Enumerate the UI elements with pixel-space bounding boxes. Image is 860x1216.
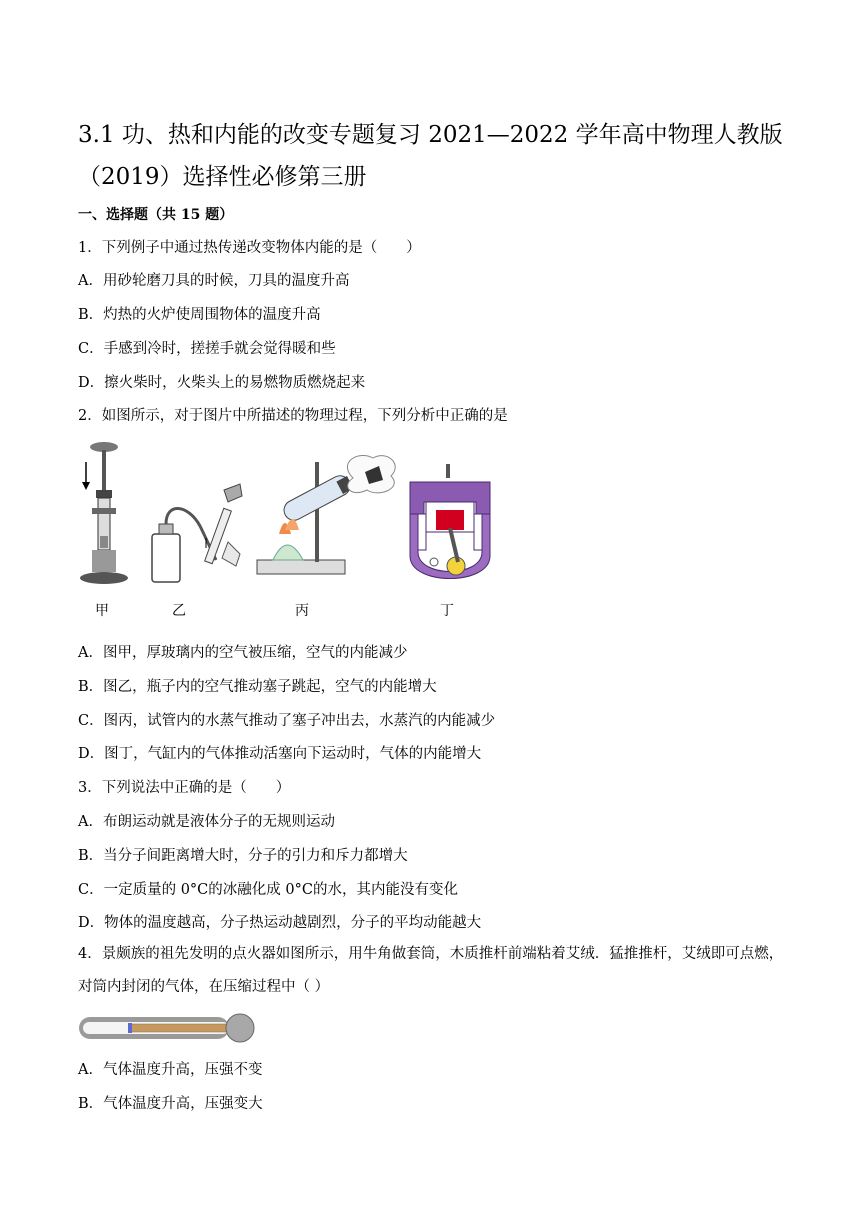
question-1-option-b: B．灼热的火炉使周围物体的温度升高 [78, 307, 321, 323]
question-3-option-a: A．布朗运动就是液体分子的无规则运动 [78, 814, 335, 830]
section-heading: 一、选择题（共 15 题） [78, 207, 234, 223]
test-tube-steam-figure [255, 452, 400, 582]
question-1-option-c: C．手感到冷时，搓搓手就会觉得暖和些 [78, 341, 336, 357]
question-2-option-a: A．图甲，厚玻璃内的空气被压缩，空气的内能减少 [78, 645, 408, 661]
page-title: 3.1 功、热和内能的改变专题复习 2021—2022 学年高中物理人教版（2019）选择性必修第三册 [78, 122, 783, 190]
fire-piston-figure [78, 1011, 258, 1045]
question-3-stem: 3．下列说法中正确的是（ ） [78, 780, 291, 796]
figure-label-bing: 丙 [295, 603, 309, 619]
question-2-stem: 2．如图所示，对于图片中所描述的物理过程，下列分析中正确的是 [78, 408, 508, 424]
question-3-option-b: B．当分子间距离增大时，分子的引力和斥力都增大 [78, 848, 408, 864]
question-1-option-a: A．用砂轮磨刀具的时候，刀具的温度升高 [78, 273, 350, 289]
question-3-option-d: D．物体的温度越高，分子热运动越剧烈，分子的平均动能越大 [78, 915, 482, 931]
question-1-stem: 1．下列例子中通过热传递改变物体内能的是（ ） [78, 240, 421, 256]
figure-label-ding: 丁 [440, 603, 454, 619]
figure-label-yi: 乙 [172, 603, 186, 619]
question-1-option-d: D．擦火柴时，火柴头上的易燃物质燃烧起来 [78, 375, 366, 391]
question-2-option-c: C．图丙，试管内的水蒸气推动了塞子冲出去，水蒸汽的内能减少 [78, 713, 496, 729]
engine-cylinder-figure [406, 462, 494, 586]
question-2-option-d: D．图丁，气缸内的气体推动活塞向下运动时，气体的内能增大 [78, 746, 482, 762]
figure-label-jia: 甲 [95, 603, 109, 619]
question-3-option-c: C．一定质量的 0°C的冰融化成 0°C的水，其内能没有变化 [78, 882, 458, 898]
question-2-option-b: B．图乙，瓶子内的空气推动塞子跳起，空气的内能增大 [78, 679, 437, 695]
bottle-pump-figure [148, 482, 248, 586]
question-4-option-b: B．气体温度升高，压强变大 [78, 1096, 263, 1112]
question-4-option-a: A．气体温度升高，压强不变 [78, 1062, 263, 1078]
question-4-stem: 4．景颇族的祖先发明的点火器如图所示，用牛角做套筒，木质推杆前端粘着艾绒．猛推推杆，艾绒即可点燃，对筒内封闭的气体，在压缩过程中（ ） [78, 946, 784, 995]
compression-apparatus-figure [78, 440, 130, 588]
